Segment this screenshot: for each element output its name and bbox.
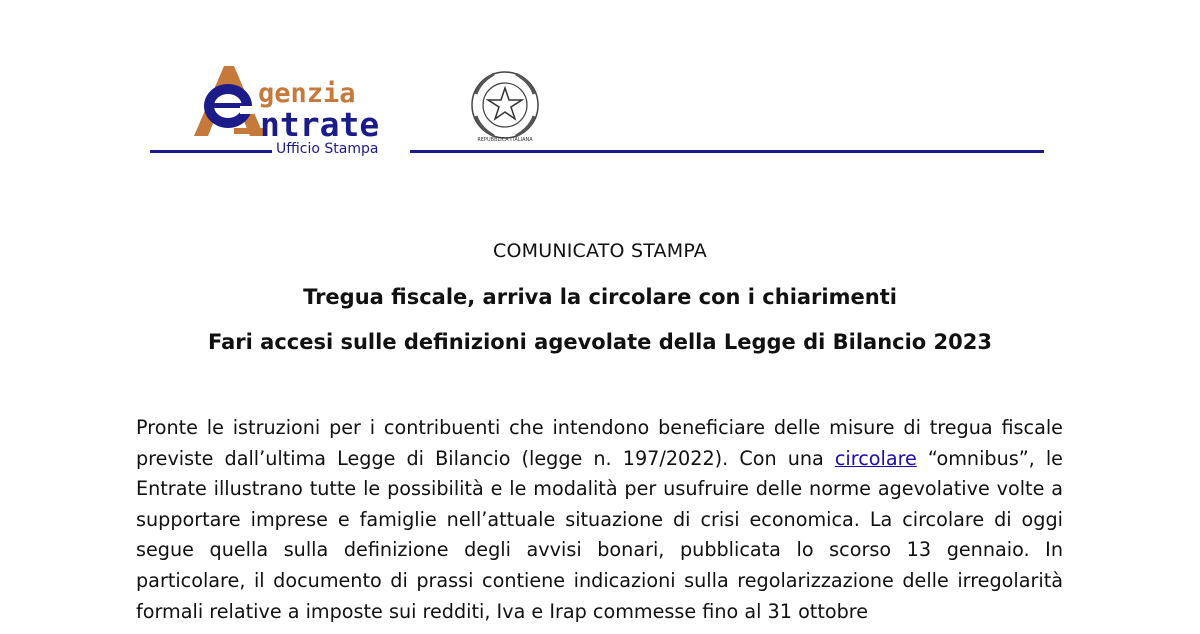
agenzia-entrate-logo xyxy=(188,62,468,142)
document-title: Tregua fiscale, arriva la circolare con i chiarimenti xyxy=(303,285,897,309)
republic-emblem-icon xyxy=(466,66,544,144)
emblem-text: REPUBBLICA ITALIANA xyxy=(477,137,533,143)
circolare-link[interactable]: circolare xyxy=(834,446,917,470)
paragraph-text-start: Pronte le istruzioni per i contribuenti che intendono beneficiare delle misure di tregua fiscale previste dall’ultima Legge di Bilancio (legge n. 197/2022). Con una xyxy=(136,416,1063,470)
letterhead xyxy=(0,0,1200,175)
logo-line1: genzia xyxy=(258,78,356,109)
logo-line2: ntrate xyxy=(260,105,380,142)
body-paragraph xyxy=(136,413,1063,627)
paragraph-text-end: “omnibus”, le Entrate illustrano tutte le possibilità e le modalità per usufruire delle norme agevolative volte a supportare imprese e famiglie nell’attuale situazione di crisi economica. La circolare di oggi segue quella sulla definizione degli avvisi bonari, pubblicata lo scorso 13 gennaio. In particolare, il documento di prassi contiene indicazioni sulla regolarizzazione delle irregolarità formali relative a imposte sui redditi, Iva e Irap commesse fino al 31 ottobre xyxy=(136,446,1063,623)
ufficio-stampa-label: Ufficio Stampa xyxy=(276,141,379,157)
header-rule-right xyxy=(410,150,1044,153)
document-subtitle: Fari accesi sulle definizioni agevolate della Legge di Bilancio 2023 xyxy=(208,330,992,354)
press-release-kicker: COMUNICATO STAMPA xyxy=(493,240,707,262)
header-rule-left xyxy=(150,150,272,153)
